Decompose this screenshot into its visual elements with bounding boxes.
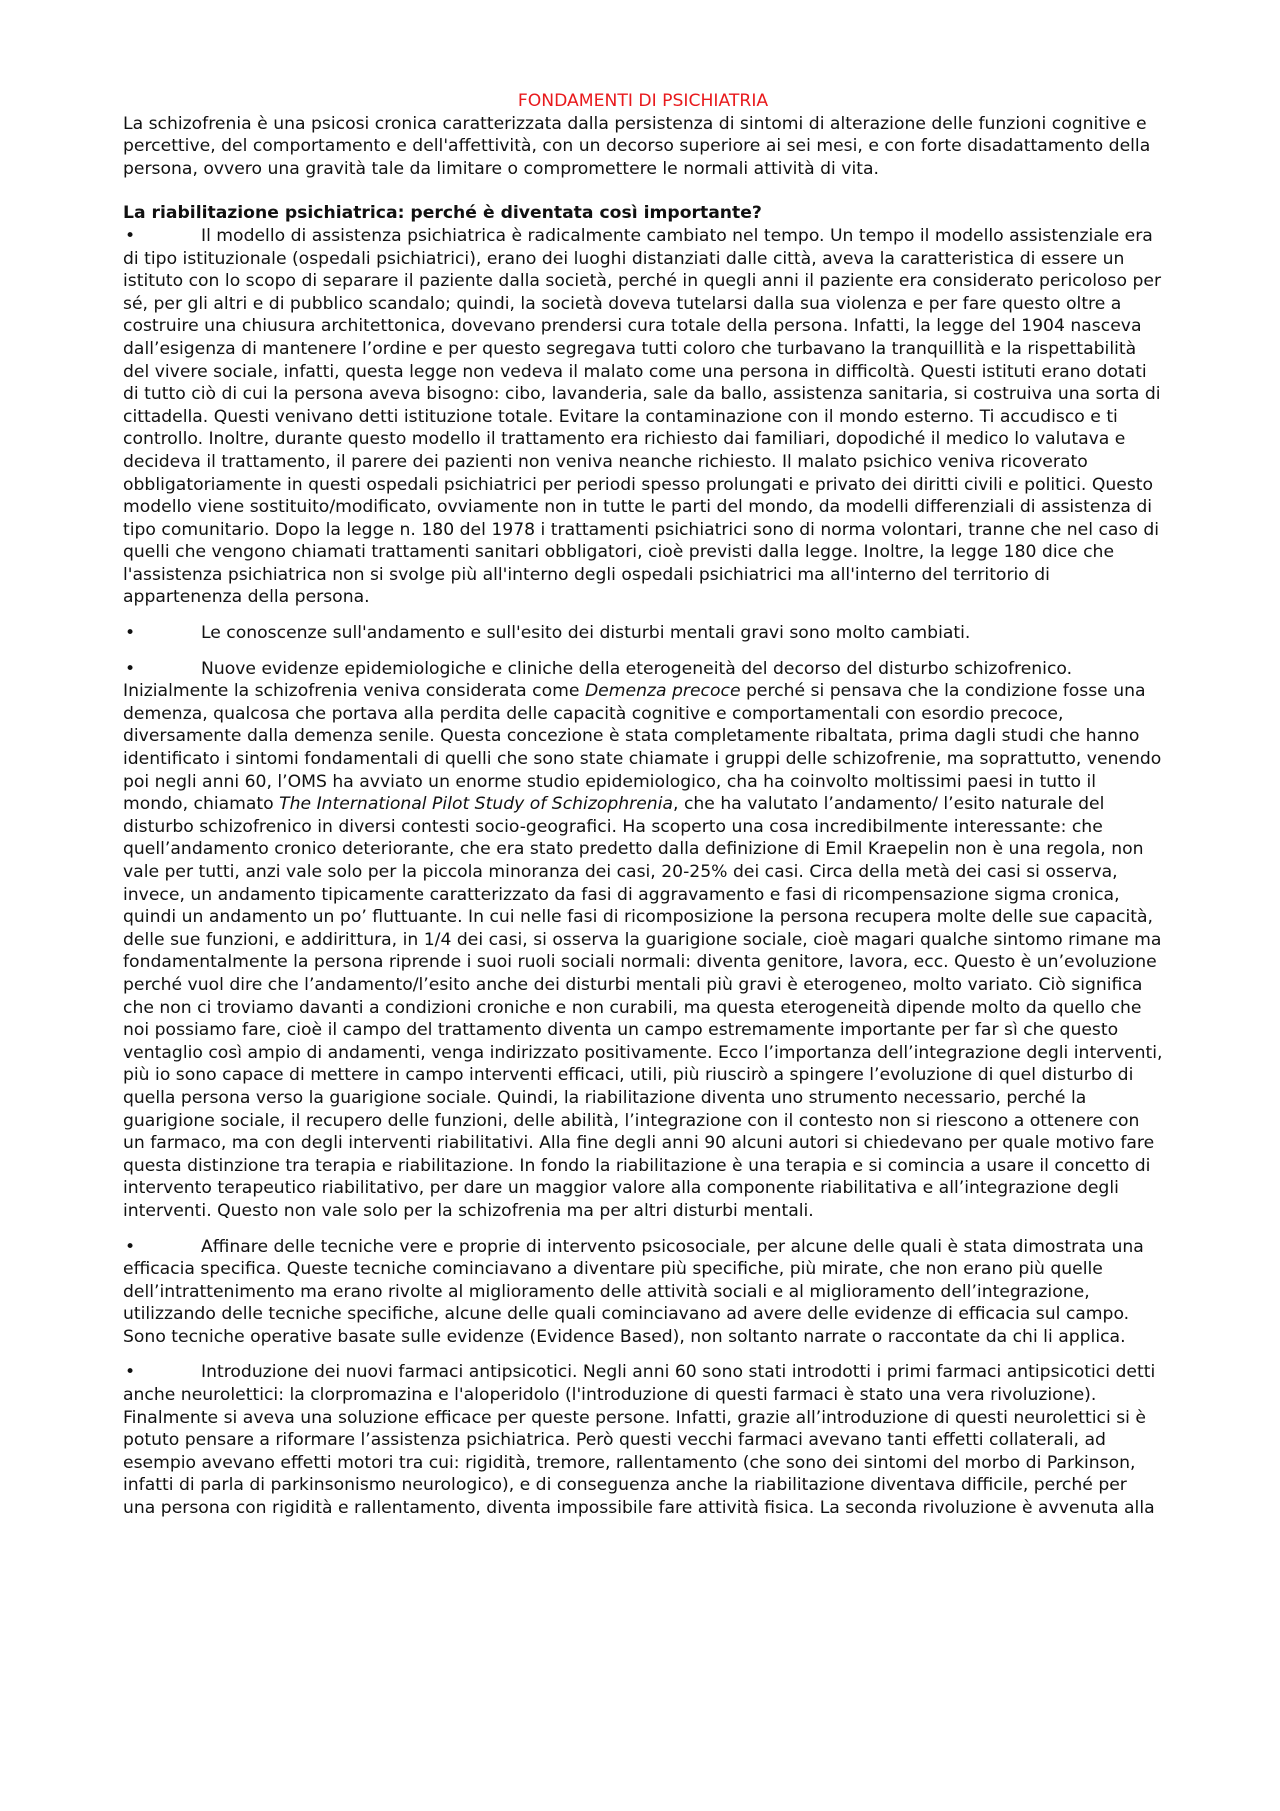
bullet-icon: • (125, 623, 136, 644)
document-page (123, 90, 1163, 1520)
italic-term: Demenza precoce (584, 681, 741, 702)
bullet-item (123, 225, 1163, 609)
bullet-item (123, 622, 1163, 645)
section-heading: La riabilitazione psichiatrica: perché è diventata così importante? (123, 203, 762, 224)
bullet-item (123, 658, 1163, 1223)
bullet-text: Introduzione dei nuovi farmaci antipsicotici. Negli anni 60 sono stati introdotti i primi farmaci antipsicotici detti anche neurolettici: la clorpromazina e l'aloperidolo (l'introduzione di questi farmaci è stato una vera rivoluzione). Finalmente si aveva una soluzione efficace per queste persone. Infatti, grazie all’introduzione di questi neurolettici si è potuto pensare a riformare l’assistenza psichiatrica. Però questi vecchi farmaci avevano tanti effetti collaterali, ad esempio avevano effetti motori tra cui: rigidità, tremore, rallentamento (che sono dei sintomi del morbo di Parkinson, infatti di parla di parkinsonismo neurologico), e di conseguenza anche la riabilitazione diventava difficile, perché per una persona con rigidità e rallentamento, diventa impossibile fare attività fisica. La seconda rivoluzione è avvenuta alla (123, 1362, 1156, 1519)
bullet-icon: • (125, 1362, 136, 1383)
document-title: FONDAMENTI DI PSICHIATRIA (517, 91, 769, 111)
italic-term: The International Pilot Study of Schizophrenia (279, 794, 674, 815)
intro-paragraph: La schizofrenia è una psicosi cronica caratterizzata dalla persistenza di sintomi di alterazione delle funzioni cognitive e percettive, del comportamento e dell'affettività, con un decorso superiore ai sei mesi, e con forte disadattamento della persona, ovvero una gravità tale da limitare o compromettere le normali attività di vita. (123, 113, 1151, 179)
bullet-text: Il modello di assistenza psichiatrica è radicalmente cambiato nel tempo. Un tempo il modello assistenziale era di tipo istituzionale (ospedali psichiatrici), erano dei luoghi distanziati dalle città, aveva la caratteristica di essere un istituto con lo scopo di separare il paziente dalla società, perché in quegli anni il paziente era considerato pericoloso per sé, per gli altri e di pubblico scandalo; quindi, la società doveva tutelarsi dalla sua violenza e per fare questo oltre a costruire una chiusura architettonica, dovevano prendersi cura totale della persona. Infatti, la legge del 1904 nasceva dall’esigenza di mantenere l’ordine e per questo segregava tutti coloro che turbavano la tranquillità e la rispettabilità del vivere sociale, infatti, questa legge non vedeva il malato come una persona in difficoltà. Questi istituti erano dotati di tutto ciò di cui la persona aveva bisogno: cibo, lavanderia, sale da ballo, assistenza sanitaria, si costruiva una sorta di cittadella. Questi venivano detti istituzione totale. Evitare la contaminazione con il mondo esterno. Ti accudisco e ti controllo. Inoltre, durante questo modello il trattamento era richiesto dai familiari, dopodiché il medico lo valutava e decideva il trattamento, il parere dei pazienti non veniva neanche richiesto. Il malato psichico veniva ricoverato obbligatoriamente in questi ospedali psichiatrici per periodi spesso prolungati e privato dei diritti civili e politici. Questo modello viene sostituito/modificato, ovviamente non in tutte le parti del mondo, da modelli differenziali di assistenza di tipo comunitario. Dopo la legge n. 180 del 1978 i trattamenti psichiatrici sono di norma volontari, tranne che nel caso di quelli che vengono chiamati trattamenti sanitari obbligatori, cioè previsti dalla legge. Inoltre, la legge 180 dice che l'assistenza psichiatrica non si svolge più all'interno degli ospedali psichiatrici ma all'interno del territorio di appartenenza della persona. (123, 225, 1162, 608)
bullet-icon: • (125, 225, 136, 246)
bullet-text: perché si pensava che la condizione fosse una demenza, qualcosa che portava alla perdita delle capacità cognitive e comportamentali con esordio precoce, diversamente dalla demenza senile. Questa concezione è stata completamente ribaltata, prima dagli studi che hanno identificato i sintomi fondamentali di quelli che sono state chiamate i gruppi delle schizofrenie, ma soprattutto, venendo poi negli anni 60, l’OMS ha avviato un enorme studio epidemiologico, cha ha coinvolto moltissimi paesi in tutto il mondo, chiamato (123, 681, 1162, 815)
bullet-item (123, 1236, 1163, 1349)
bullet-text: Affinare delle tecniche vere e proprie di intervento psicosociale, per alcune delle quali è stata dimostrata una efficacia specifica. Queste tecniche cominciavano a diventare più specifiche, più mirate, che non erano più quelle dell’intrattenimento ma erano rivolte al miglioramento delle attività sociali e al miglioramento dell’integrazione, utilizzando delle tecniche specifiche, alcune delle quali cominciavano ad avere delle evidenze di efficacia sul campo. Sono tecniche operative basate sulle evidenze (Evidence Based), non soltanto narrate o raccontate da chi li applica. (123, 1236, 1144, 1347)
bullet-item (123, 1361, 1163, 1519)
bullet-icon: • (125, 1236, 136, 1257)
bullet-text: Le conoscenze sull'andamento e sull'esito dei disturbi mentali gravi sono molto cambiati. (201, 623, 971, 644)
bullet-text: , che ha valutato l’andamento/ l’esito naturale del disturbo schizofrenico in diversi contesti socio-geografici. Ha scoperto una cosa incredibilmente interessante: che quell’andamento cronico deteriorante, che era stato predetto dalla definizione di Emil Kraepelin non è una regola, non vale per tutti, anzi vale solo per la piccola minoranza dei casi, 20-25% dei casi. Circa della metà dei casi si osserva, invece, un andamento tipicamente caratterizzato da fasi di aggravamento e fasi di ricompensazione sigma cronica, quindi un andamento un po’ fluttuante. In cui nelle fasi di ricomposizione la persona recupera molte delle sue capacità, delle sue funzioni, e addirittura, in 1/4 dei casi, si osserva la guarigione sociale, cioè magari qualche sintomo rimane ma fondamentalmente la persona riprende i suoi ruoli sociali normali: diventa genitore, lavora, ecc. Questo è un’evoluzione perché vuol dire che l’andamento/l’esito anche dei disturbi mentali più gravi è eterogeneo, molto variato. Ciò significa che non ci troviamo davanti a condizioni croniche e non curabili, ma questa eterogeneità dipende molto da quello che noi possiamo fare, cioè il campo del trattamento diventa un campo estremamente importante per far sì che questo ventaglio così ampio di andamenti, venga indirizzato positivamente. Ecco l’importanza dell’integrazione degli interventi, più io sono capace di mettere in campo interventi efficaci, utili, più riuscirò a spingere l’evoluzione di quel disturbo di quella persona verso la guarigione sociale. Quindi, la riabilitazione diventa uno strumento necessario, perché la guarigione sociale, il recupero delle funzioni, delle abilità, l’integrazione con il contesto non si riescono a ottenere con un farmaco, ma con degli interventi riabilitativi. Alla fine degli anni 90 alcuni autori si chiedevano per quale motivo fare questa distinzione tra terapia e riabilitazione. In fondo la riabilitazione è una terapia e si comincia a usare il concetto di intervento terapeutico riabilitativo, per dare un maggior valore alla componente riabilitativa e all’integrazione degli interventi. Questo non vale solo per la schizofrenia ma per altri disturbi mentali. (123, 794, 1163, 1221)
bullet-icon: • (125, 658, 136, 679)
bullet-text: Nuove evidenze epidemiologiche e cliniche della eterogeneità del decorso del disturbo schizofrenico. Inizialmente la schizofrenia veniva considerata come (123, 658, 1073, 702)
